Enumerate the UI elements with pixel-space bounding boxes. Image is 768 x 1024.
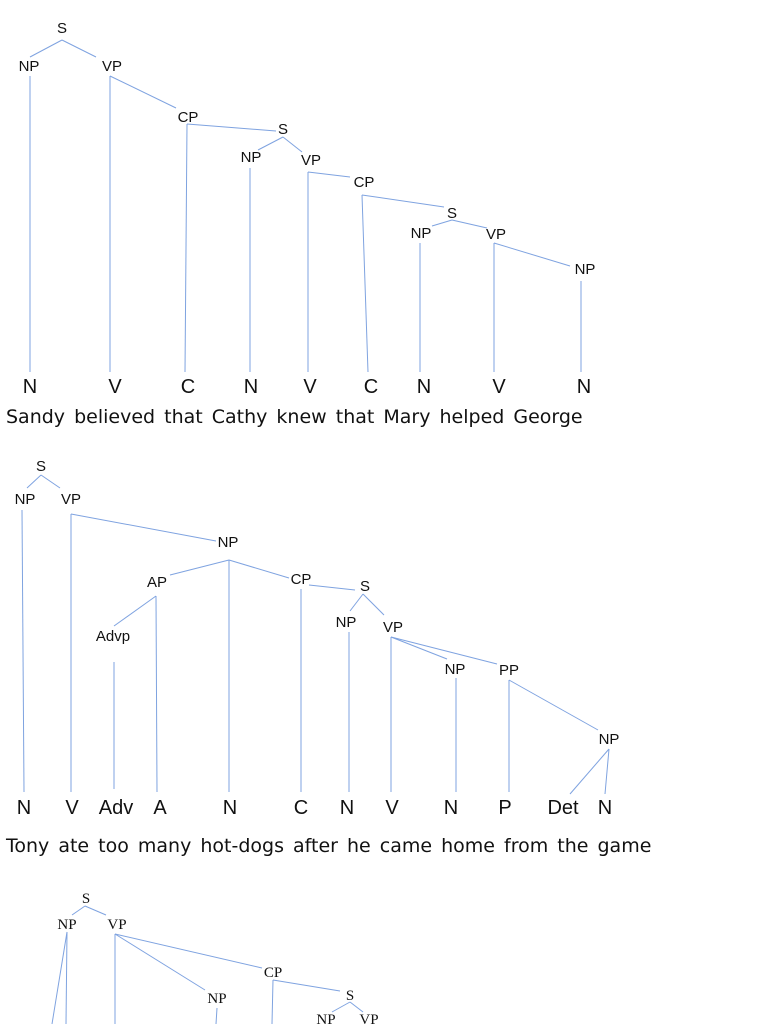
tree-1-node-s3: S — [446, 205, 458, 222]
tree-2-pos-n5: N — [597, 797, 613, 819]
tree-2-pos-c: C — [293, 797, 309, 819]
tree-1-node-s: S — [56, 20, 68, 37]
tree-1-node-vp: VP — [101, 58, 123, 75]
tree-2-node-pp: PP — [498, 662, 520, 679]
tree-2-pos-p: P — [498, 797, 512, 819]
tree-2-node-ap: AP — [146, 574, 168, 591]
tree-2-node-np3: NP — [335, 614, 357, 631]
tree-1-branches — [30, 40, 581, 372]
tree-2-node-vp2: VP — [382, 619, 404, 636]
tree-1-pos-n: N — [22, 376, 38, 398]
tree-1-node-cp2: CP — [353, 174, 375, 191]
tree-2-node-advp: Advp — [95, 628, 131, 645]
tree-3-node-np: NP — [57, 917, 77, 933]
tree-3-node-vp2: VP — [359, 1012, 379, 1024]
tree-3-node-cp: CP — [263, 965, 283, 981]
tree-3-node-np3: NP — [316, 1012, 336, 1024]
tree-1-sentence: Sandy believed that Cathy knew that Mary helped George — [6, 406, 583, 428]
tree-1 — [6, 20, 595, 428]
tree-2-pos-n: N — [16, 797, 32, 819]
tree-2-sentence: Tony ate too many hot-dogs after he came home from the game — [6, 835, 652, 857]
tree-2-pos-a: A — [153, 797, 167, 819]
tree-3-node-vp: VP — [107, 917, 127, 933]
tree-3-node-np2: NP — [207, 991, 227, 1007]
tree-2-node-np4: NP — [444, 661, 466, 678]
tree-1-pos-c2: C — [363, 376, 379, 398]
tree-1-pos-c: C — [180, 376, 196, 398]
tree-3 — [52, 891, 379, 1024]
tree-2-node-s: S — [35, 458, 47, 475]
tree-2-pos-det: Det — [547, 797, 579, 819]
tree-1-node-s2: S — [277, 121, 289, 138]
tree-1-node-np: NP — [18, 58, 40, 75]
tree-1-pos-v2: V — [303, 376, 317, 398]
tree-1-node-cp: CP — [177, 109, 199, 126]
tree-1-pos-n3: N — [416, 376, 432, 398]
tree-3-node-s: S — [81, 891, 91, 907]
tree-1-node-np4: NP — [574, 261, 596, 278]
tree-2-pos-n4: N — [443, 797, 459, 819]
tree-2-pos-v2: V — [385, 797, 399, 819]
tree-2 — [5, 458, 651, 857]
tree-2-node-vp: VP — [60, 491, 82, 508]
tree-2-node-np: NP — [14, 491, 36, 508]
tree-2-node-np2: NP — [217, 534, 239, 551]
tree-1-pos-n4: N — [576, 376, 592, 398]
tree-1-node-np2: NP — [240, 149, 262, 166]
tree-2-pos-adv: Adv — [98, 797, 134, 819]
tree-1-node-vp2: VP — [300, 152, 322, 169]
tree-1-pos-n2: N — [243, 376, 259, 398]
tree-1-pos-v: V — [108, 376, 122, 398]
tree-2-pos-n2: N — [222, 797, 238, 819]
tree-1-node-np3: NP — [410, 225, 432, 242]
tree-3-node-s2: S — [345, 988, 355, 1004]
tree-2-node-cp: CP — [290, 571, 312, 588]
tree-2-pos-n3: N — [339, 797, 355, 819]
tree-1-pos-v3: V — [492, 376, 506, 398]
tree-1-node-vp3: VP — [485, 226, 507, 243]
tree-2-pos-v: V — [65, 797, 79, 819]
tree-2-node-s2: S — [359, 578, 371, 595]
tree-2-node-np5: NP — [598, 731, 620, 748]
